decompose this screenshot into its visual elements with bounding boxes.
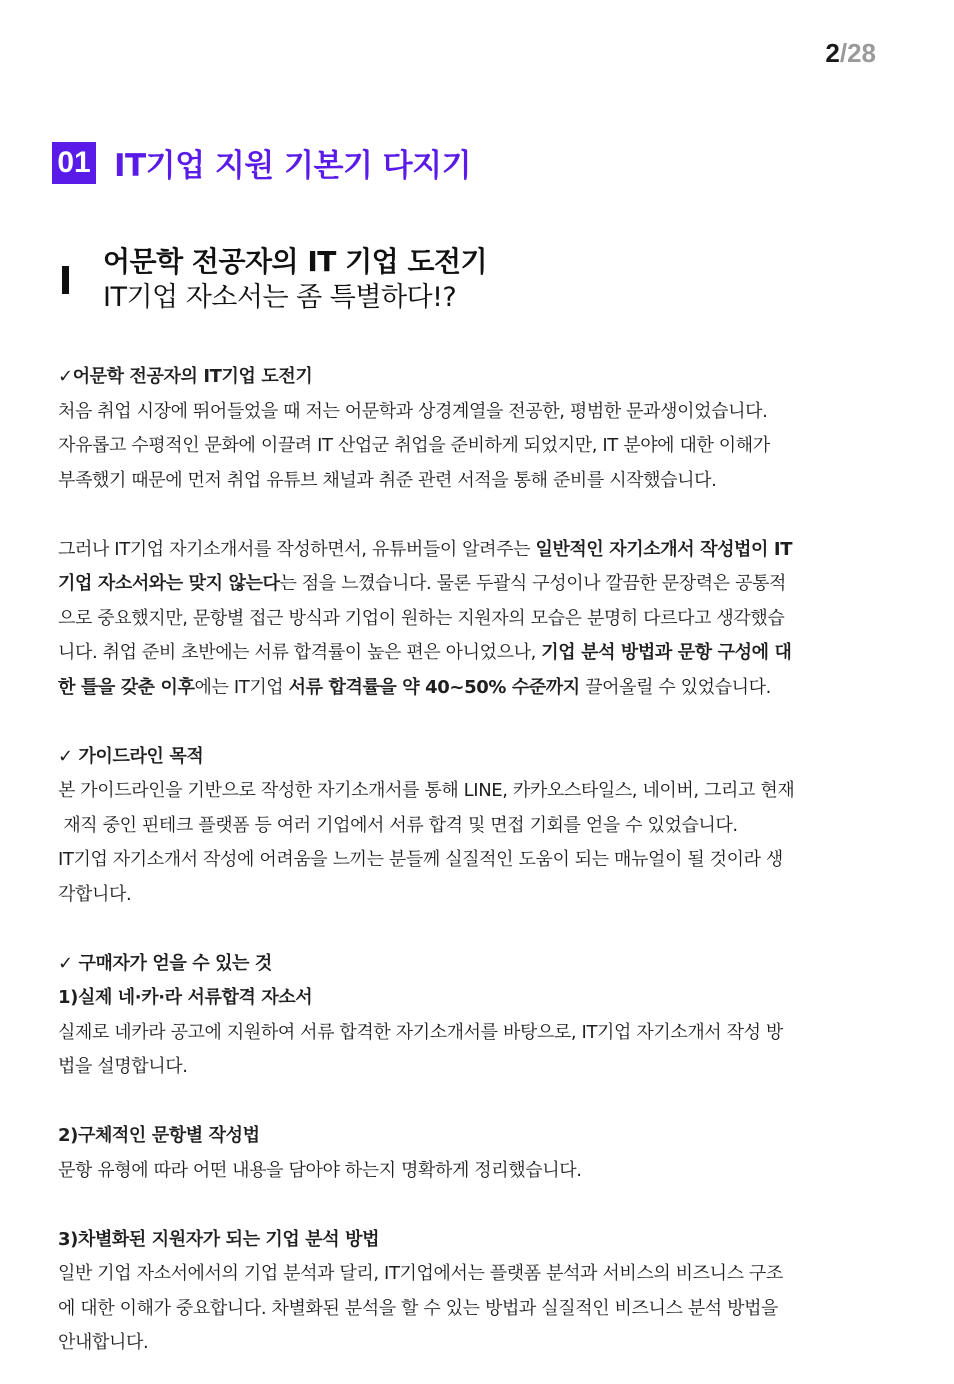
page-current: 2: [825, 38, 840, 68]
body-line: 본 가이드라인을 기반으로 작성한 자기소개서를 통해 LINE, 카카오스타일스, 네이버, 그리고 현재: [58, 780, 795, 801]
block3-heading: ✓ 가이드라인 목적: [58, 745, 204, 767]
sub-header-text: [103, 244, 487, 316]
body-line: 그러나 IT기업 자기소개서를 작성하면서, 유튜버들이 알려주는 일반적인 자기소개서 작성법이 IT: [58, 538, 793, 560]
body-line: 니다. 취업 준비 초반에는 서류 합격률이 높은 편은 아니었으나, 기업 분석 방법과 문항 구성에 대: [58, 642, 792, 663]
sub-header-subtitle: IT기업 자소서는 좀 특별하다!?: [103, 282, 457, 313]
body-line: 안내합니다.: [58, 1332, 149, 1353]
sub-header-bar: [62, 266, 69, 294]
body-line: 각합니다.: [58, 883, 132, 905]
body-line: 처음 취업 시장에 뛰어들었을 때 저는 어문학과 상경계열을 전공한, 평범한 문과생이었습니다.: [58, 400, 768, 422]
benefit-title: 2)구체적인 문항별 작성법: [58, 1125, 260, 1146]
block1-heading: ✓어문학 전공자의 IT기업 도전기: [58, 366, 313, 387]
body-line: 에 대한 이해가 중요합니다. 차별화된 분석을 할 수 있는 방법과 실질적인 비즈니스 분석 방법을: [58, 1297, 779, 1319]
body-line: 으로 중요했지만, 문항별 접근 방식과 기업이 원하는 지원자의 모습은 분명히 다르다고 생각했습: [58, 607, 785, 629]
body-line: 일반 기업 자소서에서의 기업 분석과 달리, IT기업에서는 플랫폼 분석과 서비스의 비즈니스 구조: [58, 1263, 783, 1284]
block4-heading: ✓ 구매자가 얻을 수 있는 것: [58, 952, 272, 974]
section-title: IT기업 지원 기본기 다지기: [114, 148, 472, 184]
body-line: IT기업 자기소개서 작성에 어려움을 느끼는 분들께 실질적인 도움이 되는 매뉴얼이 될 것이라 생: [58, 849, 783, 870]
body-line: 재직 중인 핀테크 플랫폼 등 여러 기업에서 서류 합격 및 면접 기회를 얻을 수 있었습니다.: [58, 814, 738, 836]
page-number: [825, 38, 876, 69]
benefit-title: 3)차별화된 지원자가 되는 기업 분석 방법: [58, 1228, 380, 1250]
emphasis-text: 일반적인 자기소개서 작성법이 IT: [535, 538, 793, 560]
body-line: 한 틀을 갖춘 이후에는 IT기업 서류 합격률을 약 40~50% 수준까지 끌어올릴 수 있었습니다.: [58, 676, 771, 698]
body-line: 법을 설명합니다.: [58, 1056, 188, 1077]
body-line: 부족했기 때문에 먼저 취업 유튜브 채널과 취준 관련 서적을 통해 준비를 시작했습니다.: [58, 469, 717, 491]
sub-header-title: 어문학 전공자의 IT 기업 도전기: [103, 245, 488, 278]
body-line: 자유롭고 수평적인 문화에 이끌려 IT 산업군 취업을 준비하게 되었지만, IT 분야에 대한 이해가: [58, 435, 770, 456]
check-icon: ✓: [58, 366, 73, 387]
check-icon: ✓: [58, 745, 73, 767]
body-line: 실제로 네카라 공고에 지원하여 서류 합격한 자기소개서를 바탕으로, IT기업 자기소개서 작성 방: [58, 1021, 783, 1043]
sub-header: [62, 244, 487, 316]
section-number-badge: 01: [52, 142, 96, 184]
section-header: [52, 140, 471, 185]
benefit-title: 1)실제 네·카·라 서류합격 자소서: [58, 987, 313, 1008]
emphasis-text: 기업 분석 방법과 문항 구성에 대: [541, 642, 792, 663]
emphasis-text: 한 틀을 갖춘 이후: [58, 676, 195, 698]
document-body: [58, 360, 888, 1361]
body-line: 문항 유형에 따라 어떤 내용을 담아야 하는지 명확하게 정리했습니다.: [58, 1159, 582, 1181]
emphasis-text: 서류 합격률을 약 40~50% 수준까지: [288, 676, 580, 698]
page-total: /28: [839, 38, 876, 68]
check-icon: ✓: [58, 952, 73, 974]
body-line: 기업 자소서와는 맞지 않는다는 점을 느꼈습니다. 물론 두괄식 구성이나 깔끔한 문장력은 공통적: [58, 573, 787, 594]
emphasis-text: 기업 자소서와는 맞지 않는다: [58, 573, 280, 594]
